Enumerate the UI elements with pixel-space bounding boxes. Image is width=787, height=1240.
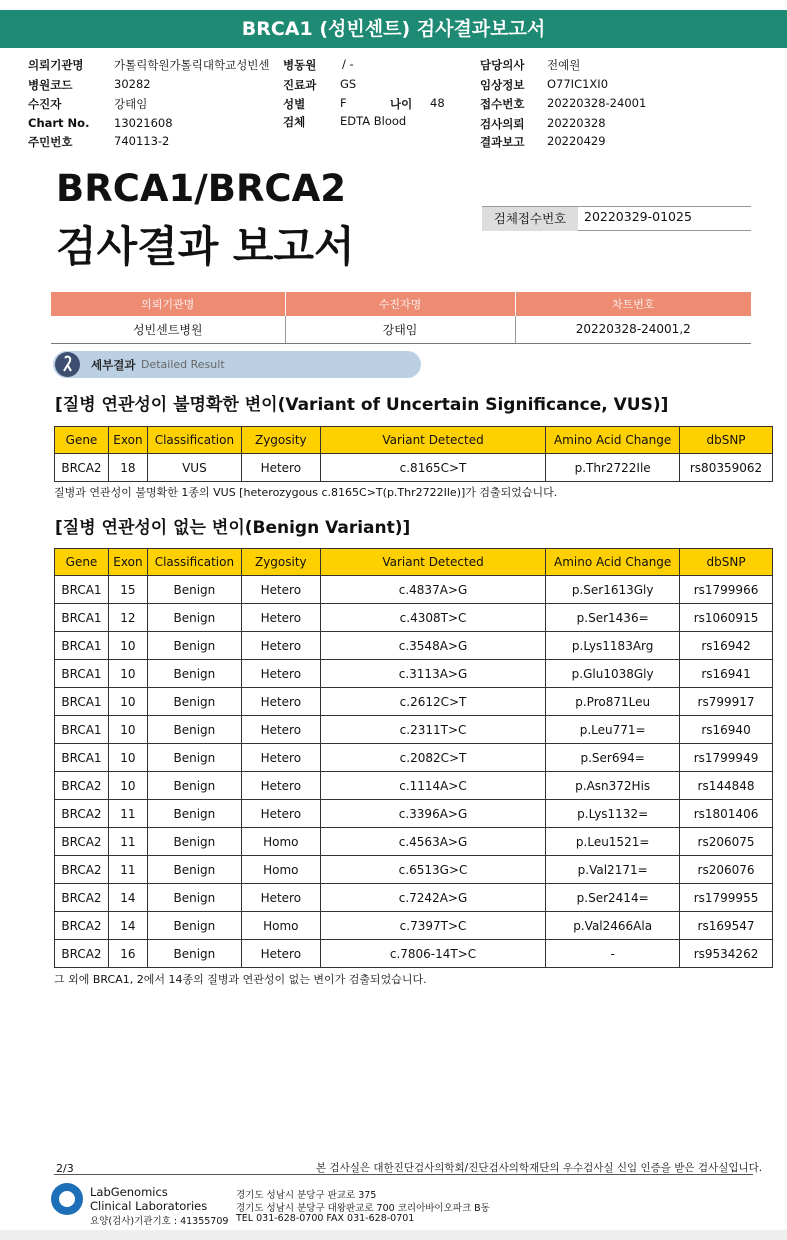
vus-note: 질병과 연관성이 불명확한 1종의 VUS [heterozygous c.8165C>T(p.Thr2722Ile)]가 검출되었습니다. [54, 486, 558, 499]
gene-cell: BRCA2 [55, 912, 109, 940]
gene-cell: BRCA2 [55, 884, 109, 912]
gene-cell: BRCA1 [55, 660, 109, 688]
zygosity-cell: Hetero [241, 800, 320, 828]
header-cell: dbSNP [680, 549, 773, 576]
info-key: 의뢰기관명 [28, 58, 84, 72]
benign-table-body [55, 576, 773, 968]
amino-acid-cell: p.Glu1038Gly [546, 660, 680, 688]
gene-cell: BRCA2 [55, 454, 109, 482]
info-key: 병동원 [283, 58, 317, 72]
variant-cell: c.3396A>G [320, 800, 545, 828]
classification-cell: Benign [147, 884, 241, 912]
info-value: 30282 [114, 77, 151, 91]
gene-cell: BRCA2 [55, 856, 109, 884]
zygosity-cell: Hetero [241, 940, 320, 968]
exon-cell: 10 [108, 716, 147, 744]
dbsnp-cell: rs16941 [680, 660, 773, 688]
table-row [55, 940, 773, 968]
zygosity-cell: Homo [241, 828, 320, 856]
dbsnp-cell: rs80359062 [680, 454, 773, 482]
classification-cell: Benign [147, 632, 241, 660]
table-row [55, 772, 773, 800]
inst-cell: 강태임 [285, 316, 515, 343]
certification-text: 본 검사실은 대한진단검사의학회/진단검사의학재단의 우수검사실 신임 인증을 받은 검사실입니다. [316, 1162, 763, 1174]
info-key: 담당의사 [480, 58, 525, 72]
header-cell: Zygosity [241, 549, 320, 576]
detailed-result-english: Detailed Result [141, 358, 225, 371]
classification-cell: Benign [147, 772, 241, 800]
gene-cell: BRCA2 [55, 828, 109, 856]
info-key: 수진자 [28, 97, 62, 111]
amino-acid-cell: p.Asn372His [546, 772, 680, 800]
exon-cell: 14 [108, 912, 147, 940]
info-key: 병원코드 [28, 78, 73, 92]
exon-cell: 10 [108, 688, 147, 716]
exon-cell: 14 [108, 884, 147, 912]
info-value: 48 [430, 96, 445, 110]
benign-table [54, 548, 773, 968]
exon-cell: 16 [108, 940, 147, 968]
header-cell: Gene [55, 549, 109, 576]
info-key: 나이 [390, 97, 413, 111]
vus-header-row [55, 427, 773, 454]
exon-cell: 10 [108, 632, 147, 660]
dbsnp-cell: rs1060915 [680, 604, 773, 632]
dbsnp-cell: rs799917 [680, 688, 773, 716]
dbsnp-cell: rs16940 [680, 716, 773, 744]
gene-cell: BRCA2 [55, 940, 109, 968]
exon-cell: 10 [108, 772, 147, 800]
org-name-line1: LabGenomics [90, 1185, 168, 1199]
vus-section-title: [질병 연관성이 불명확한 변이(Variant of Uncertain Significance, VUS)] [55, 395, 669, 415]
exon-cell: 12 [108, 604, 147, 632]
institution-table [51, 292, 751, 344]
classification-cell: VUS [147, 454, 241, 482]
dbsnp-cell: rs169547 [680, 912, 773, 940]
variant-cell: c.2311T>C [320, 716, 545, 744]
classification-cell: Benign [147, 716, 241, 744]
variant-cell: c.4308T>C [320, 604, 545, 632]
inst-header-cell: 수진자명 [285, 292, 515, 316]
header-cell: Classification [147, 427, 241, 454]
info-value: 가톨릭학원가톨릭대학교성빈센 [114, 58, 270, 72]
classification-cell: Benign [147, 744, 241, 772]
info-value: F [340, 96, 347, 110]
exon-cell: 11 [108, 800, 147, 828]
exon-cell: 10 [108, 744, 147, 772]
report-header: BRCA1 (성빈센트) 검사결과보고서 [0, 10, 787, 48]
inst-cell: 20220328-24001,2 [515, 316, 751, 343]
variant-cell: c.4837A>G [320, 576, 545, 604]
info-value: GS [340, 77, 357, 91]
dbsnp-cell: rs1799955 [680, 884, 773, 912]
amino-acid-cell: p.Leu1521= [546, 828, 680, 856]
zygosity-cell: Hetero [241, 772, 320, 800]
inst-header-cell: 차트번호 [515, 292, 751, 316]
inst-header-cell: 의뢰기관명 [51, 292, 285, 316]
amino-acid-cell: p.Ser694= [546, 744, 680, 772]
page-number: 2/3 [56, 1162, 74, 1175]
gene-cell: BRCA1 [55, 632, 109, 660]
gene-cell: BRCA2 [55, 800, 109, 828]
zygosity-cell: Hetero [241, 688, 320, 716]
header-cell: Amino Acid Change [546, 427, 680, 454]
address-line: 경기도 성남시 분당구 판교로 375 [236, 1190, 377, 1201]
ribbon-icon [55, 352, 80, 377]
dbsnp-cell: rs1801406 [680, 800, 773, 828]
benign-section-title: [질병 연관성이 없는 변이(Benign Variant)] [55, 518, 411, 538]
zygosity-cell: Hetero [241, 632, 320, 660]
amino-acid-cell: p.Ser1613Gly [546, 576, 680, 604]
zygosity-cell: Hetero [241, 454, 320, 482]
table-row [55, 912, 773, 940]
dbsnp-cell: rs206075 [680, 828, 773, 856]
exon-cell: 15 [108, 576, 147, 604]
table-row [55, 632, 773, 660]
header-cell: Variant Detected [320, 427, 545, 454]
zygosity-cell: Homo [241, 912, 320, 940]
info-value: O77IC1XI0 [547, 77, 609, 91]
info-key: Chart No. [28, 116, 90, 130]
classification-cell: Benign [147, 856, 241, 884]
table-row [55, 800, 773, 828]
amino-acid-cell: p.Leu771= [546, 716, 680, 744]
org-code: 요양(검사)기관기호 : 41355709 [90, 1216, 229, 1227]
info-value: 20220328 [547, 116, 606, 130]
gene-cell: BRCA1 [55, 576, 109, 604]
variant-cell: c.8165C>T [320, 454, 545, 482]
amino-acid-cell: p.Lys1132= [546, 800, 680, 828]
info-value: 20220429 [547, 134, 606, 148]
info-key: 주민번호 [28, 135, 73, 149]
exon-cell: 11 [108, 856, 147, 884]
exon-cell: 11 [108, 828, 147, 856]
info-key: 임상정보 [480, 78, 525, 92]
info-key: 검사의뢰 [480, 117, 525, 131]
info-value: 20220328-24001 [547, 96, 647, 110]
variant-cell: c.4563A>G [320, 828, 545, 856]
amino-acid-cell: p.Ser2414= [546, 884, 680, 912]
classification-cell: Benign [147, 912, 241, 940]
exon-cell: 10 [108, 660, 147, 688]
table-row [55, 828, 773, 856]
table-row [55, 716, 773, 744]
address-line: 경기도 성남시 분당구 대왕판교로 700 코리아바이오파크 B동 [236, 1203, 490, 1214]
amino-acid-cell: p.Val2171= [546, 856, 680, 884]
info-key: 진료과 [283, 78, 317, 92]
inst-cell: 성빈센트병원 [51, 316, 285, 343]
info-key: 검체 [283, 115, 306, 129]
header-cell: Gene [55, 427, 109, 454]
amino-acid-cell: p.Lys1183Arg [546, 632, 680, 660]
org-name-line2: Clinical Laboratories [90, 1199, 208, 1213]
dbsnp-cell: rs144848 [680, 772, 773, 800]
header-cell: dbSNP [680, 427, 773, 454]
zygosity-cell: Hetero [241, 576, 320, 604]
zygosity-cell: Hetero [241, 716, 320, 744]
dbsnp-cell: rs206076 [680, 856, 773, 884]
header-cell: Classification [147, 549, 241, 576]
variant-cell: c.7242A>G [320, 884, 545, 912]
variant-cell: c.3548A>G [320, 632, 545, 660]
dbsnp-cell: rs9534262 [680, 940, 773, 968]
classification-cell: Benign [147, 576, 241, 604]
classification-cell: Benign [147, 660, 241, 688]
exon-cell: 18 [108, 454, 147, 482]
amino-acid-cell: p.Val2466Ala [546, 912, 680, 940]
zygosity-cell: Hetero [241, 604, 320, 632]
table-row [55, 744, 773, 772]
zygosity-cell: Homo [241, 856, 320, 884]
variant-cell: c.2082C>T [320, 744, 545, 772]
info-value: 강태임 [114, 97, 148, 111]
info-value: 13021608 [114, 116, 173, 130]
footer-divider [54, 1174, 753, 1175]
dbsnp-cell: rs16942 [680, 632, 773, 660]
table-row [55, 454, 773, 482]
amino-acid-cell: p.Thr2722Ile [546, 454, 680, 482]
zygosity-cell: Hetero [241, 660, 320, 688]
report-title-1: BRCA1/BRCA2 [56, 167, 346, 210]
ribbon-icon-svg [55, 352, 80, 377]
classification-cell: Benign [147, 688, 241, 716]
classification-cell: Benign [147, 604, 241, 632]
bottom-strip [0, 1230, 787, 1240]
zygosity-cell: Hetero [241, 744, 320, 772]
header-cell: Amino Acid Change [546, 549, 680, 576]
gene-cell: BRCA2 [55, 772, 109, 800]
table-row [55, 856, 773, 884]
gene-cell: BRCA1 [55, 604, 109, 632]
gene-cell: BRCA1 [55, 716, 109, 744]
vus-table [54, 426, 773, 482]
specimen-label: 검체접수번호 [482, 207, 578, 231]
variant-cell: c.2612C>T [320, 688, 545, 716]
amino-acid-cell: - [546, 940, 680, 968]
benign-header-row [55, 549, 773, 576]
classification-cell: Benign [147, 940, 241, 968]
dbsnp-cell: rs1799949 [680, 744, 773, 772]
info-value: 740113-2 [114, 134, 170, 148]
classification-cell: Benign [147, 800, 241, 828]
dbsnp-cell: rs1799966 [680, 576, 773, 604]
table-row [55, 576, 773, 604]
table-row [55, 688, 773, 716]
header-cell: Exon [108, 427, 147, 454]
table-row [55, 660, 773, 688]
detailed-result-banner [53, 351, 421, 378]
variant-cell: c.3113A>G [320, 660, 545, 688]
detailed-result-label: 세부결과 [91, 358, 136, 372]
info-key: 결과보고 [480, 135, 525, 149]
info-value: / - [342, 57, 354, 71]
info-key: 성별 [283, 97, 306, 111]
info-value: 전예원 [547, 58, 581, 72]
header-cell: Variant Detected [320, 549, 545, 576]
info-value: EDTA Blood [340, 114, 407, 128]
gene-cell: BRCA1 [55, 688, 109, 716]
header-cell: Exon [108, 549, 147, 576]
report-title-2: 검사결과 보고서 [56, 222, 355, 271]
header-cell: Zygosity [241, 427, 320, 454]
specimen-number-box [482, 206, 751, 231]
variant-cell: c.7397T>C [320, 912, 545, 940]
benign-note: 그 외에 BRCA1, 2에서 14종의 질병과 연관성이 없는 변이가 검출되었습니다. [54, 973, 427, 986]
table-row [55, 604, 773, 632]
info-key: 접수번호 [480, 97, 525, 111]
classification-cell: Benign [147, 828, 241, 856]
contact-line: TEL 031-628-0700 FAX 031-628-0701 [236, 1213, 415, 1224]
amino-acid-cell: p.Ser1436= [546, 604, 680, 632]
gene-cell: BRCA1 [55, 744, 109, 772]
zygosity-cell: Hetero [241, 884, 320, 912]
variant-cell: c.6513G>C [320, 856, 545, 884]
labgenomics-logo-icon [51, 1183, 83, 1215]
amino-acid-cell: p.Pro871Leu [546, 688, 680, 716]
table-row [55, 884, 773, 912]
variant-cell: c.7806-14T>C [320, 940, 545, 968]
variant-cell: c.1114A>C [320, 772, 545, 800]
specimen-value: 20220329-01025 [584, 209, 692, 224]
